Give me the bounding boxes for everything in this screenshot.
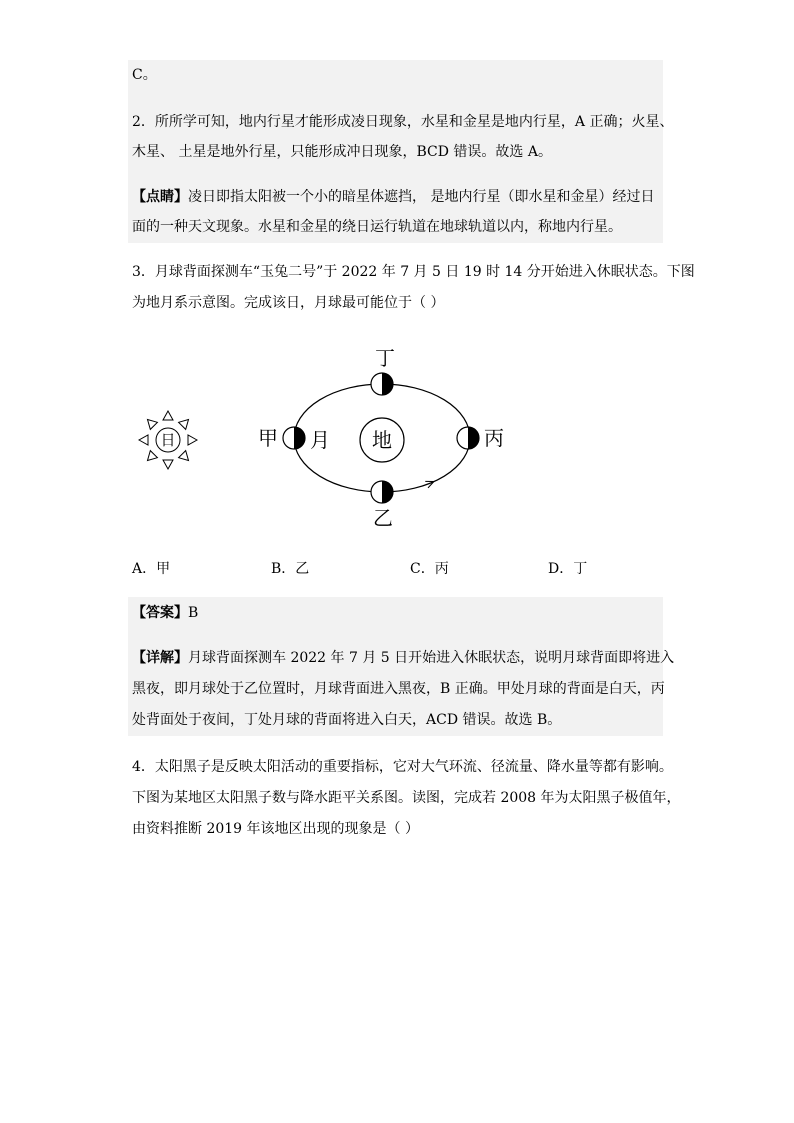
position-label-right: 丙 [484,426,504,450]
note-text: 凌日即指太阳被一个小的暗星体遮挡， 是地内行星（即水星和金星）经过日 [188,189,655,205]
position-label-bottom: 乙 [373,506,393,530]
option-d: D．丁 [548,561,588,577]
q3-stem-line-1: 3．月球背面探测车“玉兔二号”于 2022 年 7 月 5 日 19 时 14 分开始进入休眠状态。下图 [132,264,695,280]
q2-note-line-2: 面的一种天文现象。水星和金星的绕日运行轨道在地球轨道以内，称地内行星。 [132,219,622,235]
sun-label: 日 [160,431,176,449]
answer-tag: 【答案】 [132,605,188,621]
q2-explain-line-2: 木星、 土星是地外行星，只能形成冲日现象，BCD 错误。故选 A。 [132,144,552,160]
moon-top-icon [371,373,393,395]
option-c: C．丙 [410,561,449,577]
earth-label: 地 [372,428,392,452]
moon-label: 月 [310,428,330,452]
q2-note-line-1 [132,187,654,207]
answer-value: B [188,605,199,621]
q4-stem-line-2: 下图为某地区太阳黑子数与降水距平关系图。读图，完成若 2008 年为太阳黑子极值年， [132,790,681,806]
position-label-top: 丁 [375,346,395,370]
q4-stem-line-1: 4．太阳黑子是反映太阳活动的重要指标，它对大气环流、径流量、降水量等都有影响。 [132,759,673,775]
note-tag: 【点睛】 [132,189,188,205]
q3-detail-line-2: 黑夜，即月球处于乙位置时，月球背面进入黑夜，B 正确。甲处月球的背面是白天，丙 [132,681,665,697]
detail-text: 月球背面探测车 2022 年 7 月 5 日开始进入休眠状态，说明月球背面即将进入 [188,650,675,666]
moon-right-icon [457,427,479,449]
prev-answer-line: C。 [132,67,157,83]
moon-bottom-icon [371,481,393,503]
q3-detail-line-1 [132,648,674,668]
moon-left-icon [283,427,305,449]
q3-detail-line-3: 处背面处于夜间，丁处月球的背面将进入白天，ACD 错误。故选 B。 [132,712,562,728]
q4-stem-line-3: 由资料推断 2019 年该地区出现的现象是（ ） [132,821,419,837]
position-label-left: 甲 [258,426,278,450]
q2-explain-line-1: 2．所所学可知，地内行星才能形成凌日现象，水星和金星是地内行星，A 正确；火星、 [132,114,674,130]
option-a: A．甲 [132,561,171,577]
q3-answer-line [132,603,198,623]
option-b: B．乙 [271,561,310,577]
detail-tag: 【详解】 [132,650,188,666]
q3-stem-line-2: 为地月系示意图。完成该日，月球最可能位于（ ） [132,295,445,311]
earth-moon-diagram [130,340,520,535]
